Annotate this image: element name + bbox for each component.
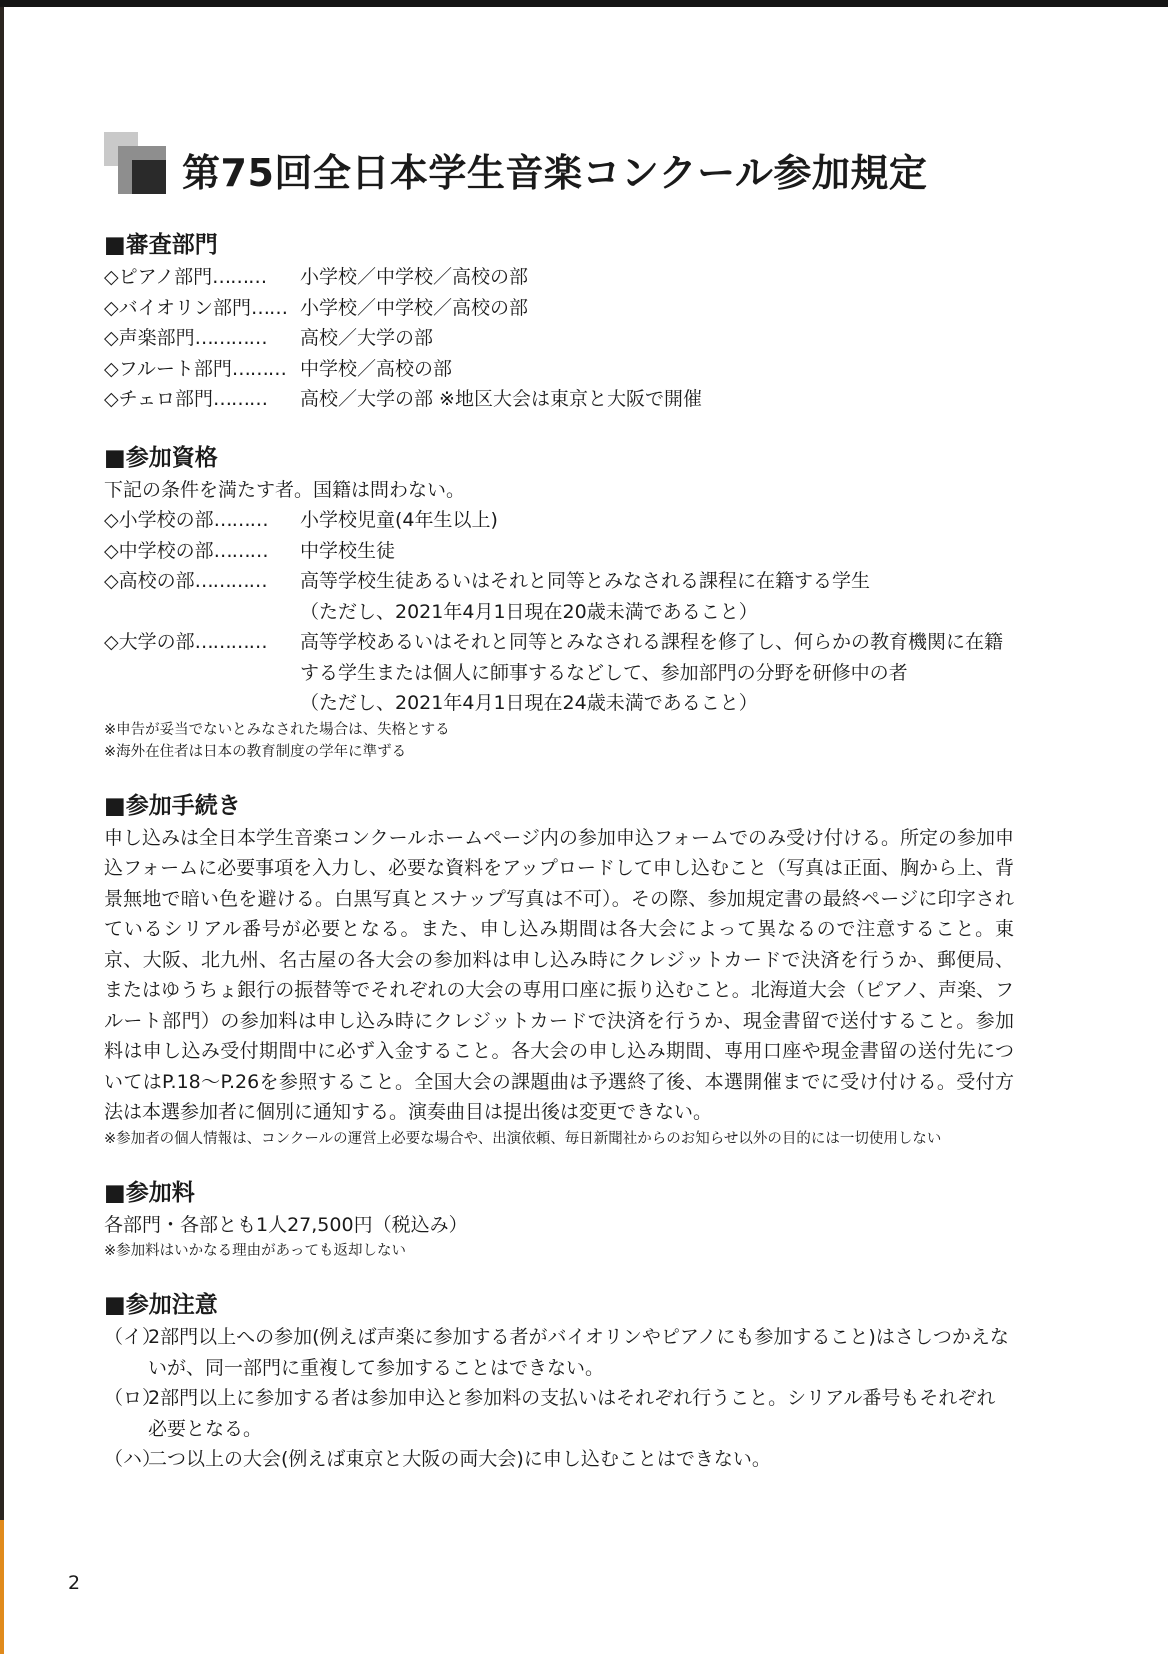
section-fee bbox=[104, 1176, 1014, 1263]
leader-dots: …… bbox=[251, 296, 288, 319]
eligibility-intro: 下記の条件を満たす者。国籍は問わない。 bbox=[104, 478, 466, 501]
eligibility-value: 中学校生徒 bbox=[300, 539, 396, 562]
eligibility-label: ◇高校の部 bbox=[104, 570, 195, 592]
scan-top-edge bbox=[0, 0, 1168, 7]
leader-dots: ………… bbox=[194, 570, 267, 592]
procedure-paragraph: 申し込みは全日本学生音楽コンクールホームページ内の参加申込フォームでのみ受け付ける。所定の参加申込フォームに必要事項を入力し、必要な資料をアップロードして申し込むこと（写真は正面、胸から上、背景無地で暗い色を避ける。白黒写真とスナップ写真は不可）。その際、参加規定書の最終ページに印字されているシリアル番号が必要となる。また、申し込み期間は各大会によって異なるので注意すること。東京、大阪、北九州、名古屋の各大会の参加料は申し込み時にクレジットカードで決済を行うか、郵便局、またはゆうちょ銀行の振替等でそれぞれの大会の専用口座に振り込むこと。北海道大会（ピアノ、声楽、フルート部門）の参加料は申し込み時にクレジットカードで決済を行うか、現金書留で送付すること。参加料は申し込み受付期間中に必ず入金すること。各大会の申し込み期間、専用口座や現金書留の送付先についてはP.18～P.26を参照すること。全国大会の課題曲は予選終了後、本選開催までに受け付ける。受付方法は本選参加者に個別に通知する。演奏曲目は提出後は変更できない。 bbox=[104, 826, 1014, 1123]
fee-note: ※参加料はいかなる理由があっても返却しない bbox=[104, 1243, 407, 1259]
eligibility-label: ◇大学の部 bbox=[104, 631, 195, 653]
caution-text: 2部門以上に参加する者は参加申込と参加料の支払いはそれぞれ行うこと。シリアル番号もそれぞれ必要となる。 bbox=[148, 1387, 996, 1440]
section-eligibility bbox=[104, 441, 1014, 763]
judging-label: ◇ピアノ部門 bbox=[104, 266, 213, 288]
eligibility-row bbox=[104, 505, 1014, 536]
leader-dots: ……… bbox=[231, 357, 286, 380]
fee-text: 各部門・各部とも1人27,500円（税込み） bbox=[104, 1213, 468, 1236]
judging-value: 小学校／中学校／高校の部 bbox=[300, 296, 529, 319]
caution-marker: （ロ） bbox=[104, 1387, 162, 1409]
leader-dots: ……… bbox=[213, 539, 268, 562]
section-heading-eligibility: ■参加資格 bbox=[104, 444, 218, 471]
page-title: 第75回全日本学生音楽コンクール参加規定 bbox=[182, 151, 928, 195]
judging-label: ◇チェロ部門 bbox=[104, 388, 214, 410]
eligibility-note: ※申告が妥当でないとみなされた場合は、失格とする bbox=[104, 721, 450, 738]
caution-text: 2部門以上への参加(例えば声楽に参加する者がバイオリンやピアノにも参加すること)はさしつかえないが、同一部門に重複して参加することはできない。 bbox=[148, 1326, 1009, 1379]
eligibility-row bbox=[104, 566, 1014, 597]
judging-value: 高校／大学の部 bbox=[300, 327, 434, 349]
judging-row bbox=[104, 354, 1014, 385]
judging-row bbox=[104, 384, 1014, 415]
judging-label: ◇バイオリン部門 bbox=[104, 296, 252, 319]
procedure-note: ※参加者の個人情報は、コンクールの運営上必要な場合や、出演依頼、毎日新聞社からのお知らせ以外の目的には一切使用しない bbox=[104, 1130, 942, 1147]
caution-marker: （イ） bbox=[104, 1326, 162, 1348]
judging-value: 高校／大学の部 ※地区大会は東京と大阪で開催 bbox=[300, 388, 702, 410]
section-heading-judging: ■審査部門 bbox=[104, 232, 218, 258]
section-heading-procedure: ■参加手続き bbox=[104, 792, 241, 819]
leader-dots: ………… bbox=[194, 631, 267, 653]
section-heading-cautions: ■参加注意 bbox=[104, 1292, 218, 1318]
judging-label: ◇フルート部門 bbox=[104, 357, 232, 380]
eligibility-value: 小学校児童(4年生以上) bbox=[300, 509, 498, 531]
judging-row bbox=[104, 323, 1014, 354]
eligibility-condition: （ただし、2021年4月1日現在20歳未満であること） bbox=[300, 600, 758, 623]
eligibility-row bbox=[104, 536, 1014, 567]
section-cautions bbox=[104, 1288, 1014, 1475]
leader-dots: ……… bbox=[212, 266, 267, 288]
leader-dots: ……… bbox=[213, 388, 268, 410]
eligibility-value: 高等学校あるいはそれと同等とみなされる課程を修了し、何らかの教育機関に在籍する学生または個人に師事するなどして、参加部門の分野を研修中の者 bbox=[300, 631, 1004, 684]
eligibility-value: 高等学校生徒あるいはそれと同等とみなされる課程に在籍する学生 bbox=[300, 570, 871, 592]
eligibility-row bbox=[104, 627, 1014, 688]
judging-row bbox=[104, 293, 1014, 324]
section-heading-fee: ■参加料 bbox=[104, 1179, 195, 1206]
eligibility-label: ◇小学校の部 bbox=[104, 509, 214, 531]
caution-item bbox=[104, 1383, 1014, 1444]
eligibility-label: ◇中学校の部 bbox=[104, 539, 214, 562]
judging-row bbox=[104, 262, 1014, 293]
section-judging bbox=[104, 228, 1014, 415]
caution-text: 二つ以上の大会(例えば東京と大阪の両大会)に申し込むことはできない。 bbox=[148, 1448, 771, 1470]
caution-marker: （ハ） bbox=[104, 1448, 162, 1470]
scan-left-edge bbox=[0, 7, 4, 1654]
eligibility-note: ※海外在住者は日本の教育制度の学年に準ずる bbox=[104, 743, 407, 760]
caution-item bbox=[104, 1444, 1014, 1475]
judging-value: 小学校／中学校／高校の部 bbox=[300, 266, 529, 288]
caution-item bbox=[104, 1322, 1014, 1383]
leader-dots: ……… bbox=[213, 509, 268, 531]
eligibility-condition: （ただし、2021年4月1日現在24歳未満であること） bbox=[300, 692, 758, 714]
title-square-mark-icon bbox=[104, 132, 166, 194]
leader-dots: ………… bbox=[194, 327, 267, 349]
judging-label: ◇声楽部門 bbox=[104, 327, 195, 349]
scan-left-edge-accent bbox=[0, 1520, 4, 1654]
judging-value: 中学校／高校の部 bbox=[300, 357, 453, 380]
section-procedure bbox=[104, 789, 1014, 1150]
page-number: 2 bbox=[68, 1572, 81, 1594]
document-body bbox=[104, 228, 1014, 1501]
